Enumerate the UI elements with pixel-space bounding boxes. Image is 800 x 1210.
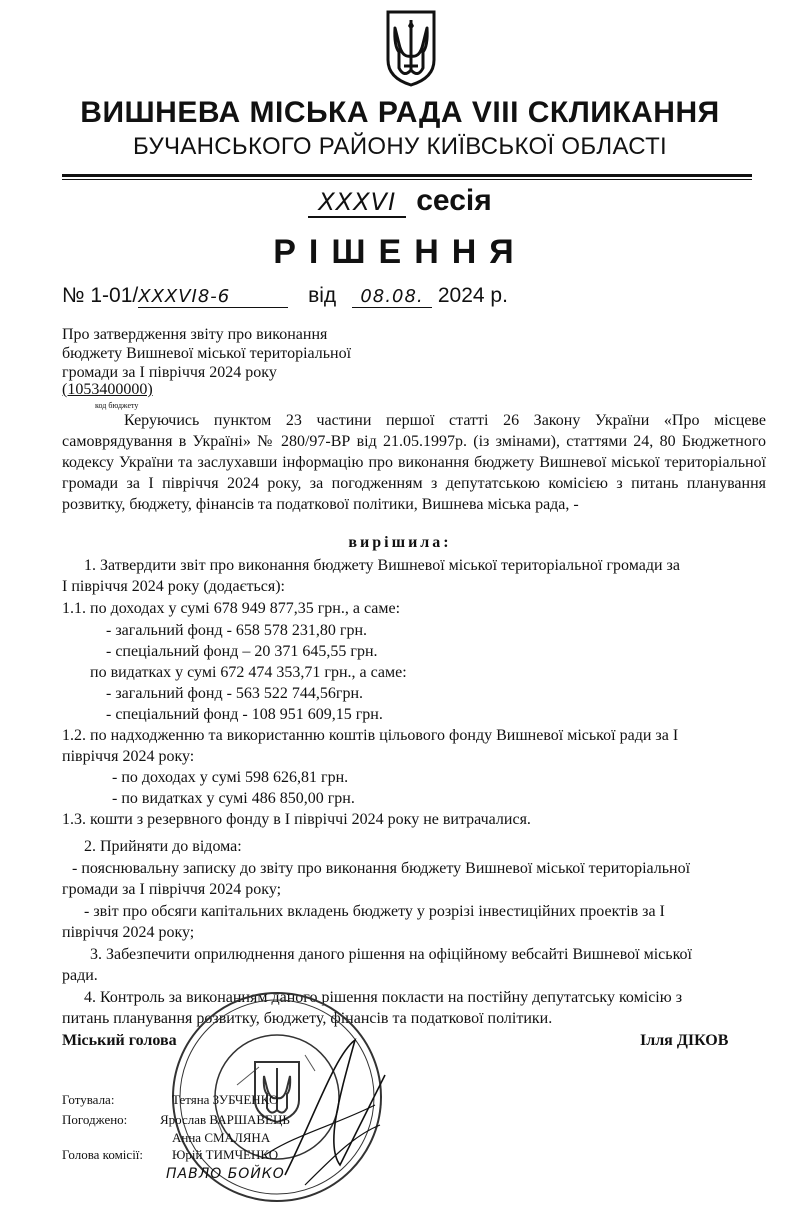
session-label: сесія [416, 184, 492, 217]
item-3-line-2: ради. [62, 967, 98, 984]
session-number: XXXVI [308, 188, 406, 218]
item-1-1: 1.1. по доходах у сумі 678 949 877,35 грн., а саме: [62, 600, 401, 617]
item-2: 2. Прийняти до відома: [84, 838, 242, 855]
agreed-name-1: Ярослав ВАРШАВЕЦЬ [160, 1112, 290, 1127]
subject-line-1: Про затвердження звіту про виконання [62, 326, 328, 343]
item-1-2-line-2: півріччя 2024 року: [62, 748, 195, 765]
subject-line-2: бюджету Вишневої міської територіальної [62, 345, 352, 362]
item-2-a-line-2: громади за І півріччя 2024 року; [62, 881, 282, 898]
item-2-a-line-1: - пояснювальну записку до звіту про виконання бюджету Вишневої міської територіальної [72, 860, 691, 877]
item-4-line-1: 4. Контроль за виконанням даного рішення покласти на постійну депутатську комісію з [84, 989, 683, 1006]
item-2-b-line-2: півріччя 2024 року; [62, 924, 195, 941]
item-1-3: 1.3. кошти з резервного фонду в І півріччі 2024 року не витрачалися. [62, 811, 531, 828]
intro-paragraph: Керуючись пунктом 23 частини першої статті 26 Закону України «Про місцеве самоврядування в Україні» № 280/97-ВР від 21.05.1997р. (із змінами), статтями 24, 80 Бюджетного кодексу України та заслухавши інформацію про виконання бюджету Вишневої міської територіальної громади за І півріччя 2024 року, за погодженням з депутатською комісією з питань планування розвитку, бюджету, фінансів та податкової політики, Вишнева міська рада, - [62, 412, 766, 513]
budget-code-caption: код бюджету [95, 401, 139, 410]
item-1-1-special-fund: - спеціальний фонд – 20 371 645,55 грн. [106, 643, 378, 660]
expenses-line: по видатках у сумі 672 474 353,71 грн., а саме: [90, 664, 407, 681]
prepared-name: Тетяна ЗУБЧЕНКО [172, 1092, 279, 1107]
item-1-line-2: І півріччя 2024 року (додається): [62, 578, 285, 595]
session-line [0, 184, 800, 218]
handwritten-name: ПАВЛО БОЙКО [166, 1166, 285, 1182]
decision-subject [62, 325, 417, 382]
item-3-line-1: 3. Забезпечити оприлюднення даного рішення на офіційному вебсайті Вишневої міської [90, 946, 692, 963]
agreed-label: Погоджено: [62, 1112, 128, 1127]
header-rule-thick [62, 174, 752, 177]
decision-title: РІШЕННЯ [273, 233, 527, 271]
item-1-1-general-fund: - загальний фонд - 658 578 231,80 грн. [106, 622, 368, 639]
item-1-2-line-1: 1.2. по надходженню та використанню коштів цільового фонду Вишневої міської ради за І [62, 727, 679, 744]
budget-code: (1053400000) [62, 381, 153, 398]
decision-date-handwritten: 08.08. [352, 286, 432, 308]
decision-number-line [62, 284, 508, 308]
header-rule-thin [62, 179, 752, 180]
agreed-name-2: Анна СМАЛЯНА [172, 1130, 271, 1145]
mayor-name: Ілля ДІКОВ [640, 1032, 729, 1049]
decision-year: 2024 р. [437, 284, 508, 307]
item-1-2-income: - по доходах у сумі 598 626,81 грн. [112, 769, 349, 786]
decision-number-prefix: № 1-01/ [62, 284, 139, 307]
resolved-heading: вирішила: [348, 534, 452, 551]
item-1-line-1: 1. Затвердити звіт про виконання бюджету Вишневої міської територіальної громади за [84, 557, 680, 574]
decision-date-label: від [308, 284, 337, 307]
commission-chair-name: Юрій ТИМЧЕНКО [172, 1147, 279, 1162]
expenses-general-fund: - загальний фонд - 563 522 744,56грн. [106, 685, 364, 702]
item-1-2-expenses: - по видатках у сумі 486 850,00 грн. [112, 790, 355, 807]
commission-chair-label: Голова комісії: [62, 1147, 144, 1162]
district-name: БУЧАНСЬКОГО РАЙОНУ КИЇВСЬКОЇ ОБЛАСТІ [132, 133, 668, 160]
decision-number-handwritten: XXXVI8-6 [138, 286, 288, 308]
council-name: ВИШНЕВА МІСЬКА РАДА VIII СКЛИКАННЯ [80, 96, 720, 129]
item-4-line-2: питань планування розвитку, бюджету, фінансів та податкової політики. [62, 1010, 553, 1027]
prepared-label: Готувала: [62, 1092, 115, 1107]
item-2-b-line-1: - звіт про обсяги капітальних вкладень бюджету у розрізі інвестиційних проектів за І [84, 903, 665, 920]
expenses-special-fund: - спеціальний фонд - 108 951 609,15 грн. [106, 706, 383, 723]
mayor-title: Міський голова [62, 1032, 177, 1049]
trident-emblem-icon [382, 8, 440, 88]
subject-line-3: громади за І півріччя 2024 року [62, 364, 277, 381]
